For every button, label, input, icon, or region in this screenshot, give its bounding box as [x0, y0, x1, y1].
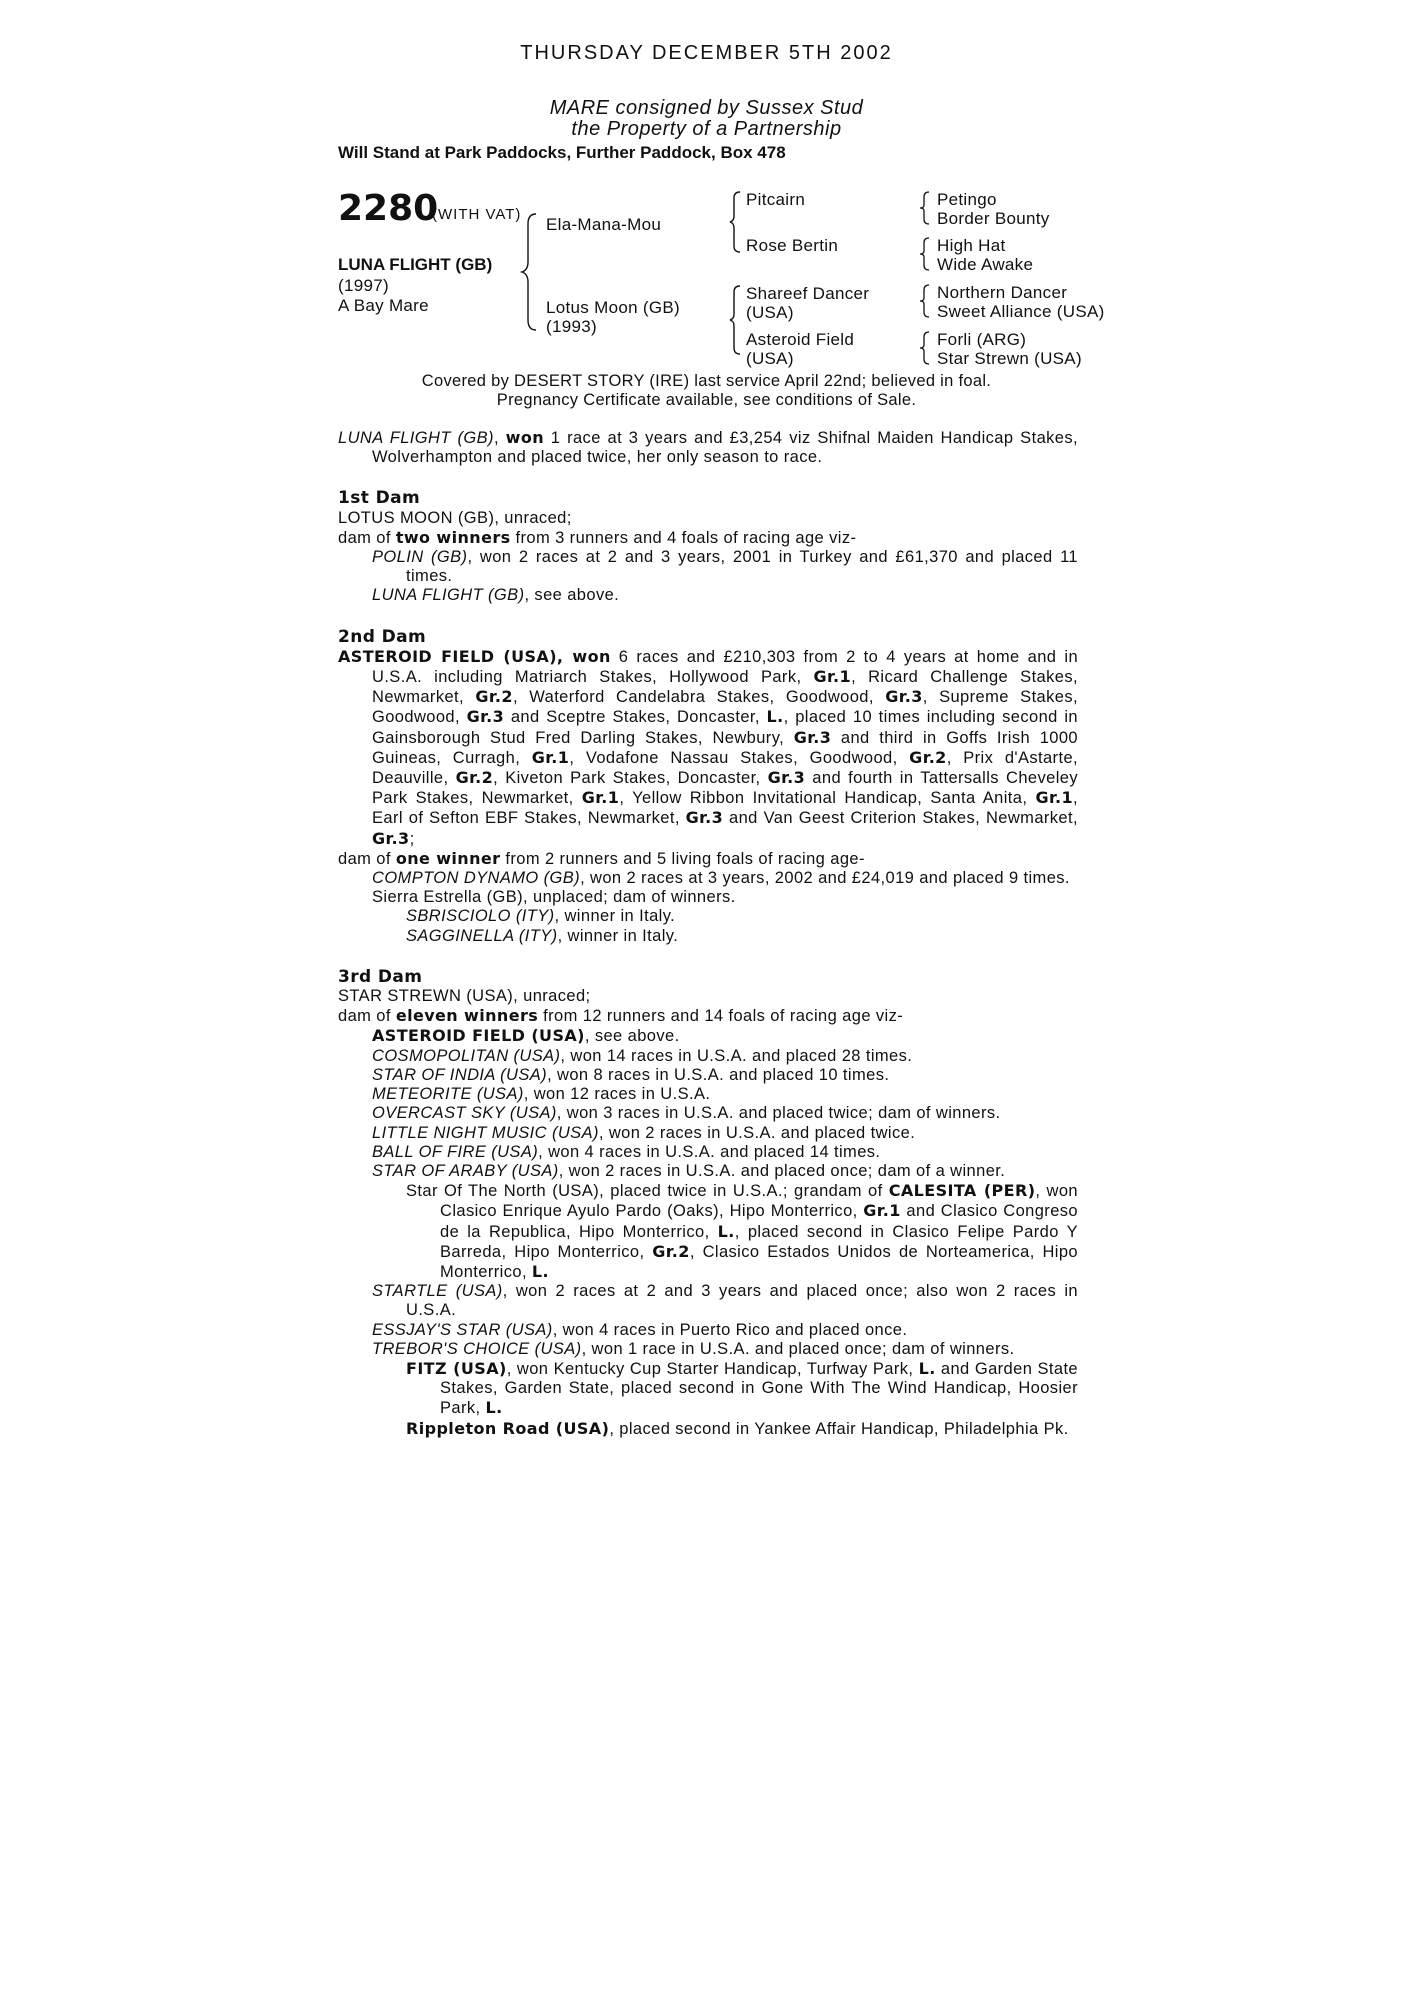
list-item: ESSJAY'S STAR (USA), won 4 races in Puerto Rico and placed once. — [372, 1320, 908, 1339]
main-brace-icon — [520, 212, 542, 332]
consignor-line: MARE consigned by Sussex Stud — [549, 97, 864, 119]
gg-7: Forli (ARG) — [937, 330, 1027, 349]
list-item: Star Of The North (USA), placed twice in U.S.A.; grandam of CALESITA (PER), won Clasico Enrique Ayulo Pardo (Oaks), Hipo Monterrico, Gr.1 and Clasico Congreso de la Republica, Hipo Monterrico, L., placed second in Clasico Felipe Pardo Y Barreda, Hipo Monterrico, Gr.2, Clasico Estados Unidos de Norteamerica, Hipo Monterrico, L. — [406, 1181, 1079, 1281]
horse-year: (1997) — [338, 276, 389, 295]
list-item: FITZ (USA), won Kentucky Cup Starter Handicap, Turfway Park, L. and Garden State Stakes, Garden State, placed second in Gone With The Wind Handicap, Hoosier Park, L. — [406, 1358, 1078, 1418]
dam-dam-line1: Asteroid Field — [746, 330, 855, 349]
first-dam-heading: 1st Dam — [338, 488, 421, 509]
list-item: METEORITE (USA), won 12 races in U.S.A. — [372, 1085, 711, 1104]
sire-dam: Rose Bertin — [746, 236, 839, 255]
gg-8: Star Strewn (USA) — [937, 349, 1082, 368]
vat-note: (WITH VAT) — [432, 206, 522, 223]
pregnancy-note: Pregnancy Certificate available, see conditions of Sale. — [496, 391, 917, 409]
second-dam-record: ASTEROID FIELD (USA), won 6 races and £210,303 from 2 to 4 years at home and in U.S.A. including Matriarch Stakes, Hollywood Park, Gr.1, Ricard Challenge Stakes, Newmarket, Gr.2, Waterford Candelabra Stakes, Goodwood, Gr.3, Supreme Stakes, Goodwood, Gr.3 and Sceptre Stakes, Doncaster, L., placed 10 times including second in Gainsborough Stud Fred Darling Stakes, Newbury, Gr.3 and third in Goffs Irish 1000 Guineas, Curragh, Gr.1, Vodafone Nassau Stakes, Goodwood, Gr.2, Prix d'Astarte, Deauville, Gr.2, Kiveton Park Stakes, Doncaster, Gr.3 and fourth in Tattersalls Cheveley Park Stakes, Newmarket, Gr.1, Yellow Ribbon Invitational Handicap, Santa Anita, Gr.1, Earl of Sefton EBF Stakes, Newmarket, Gr.3 and Van Geest Criterion Stakes, Newmarket, Gr.3; — [338, 646, 1079, 848]
list-item: Rippleton Road (USA), placed second in Yankee Affair Handicap, Philadelphia Pk. — [406, 1418, 1069, 1438]
stand-location: Will Stand at Park Paddocks, Further Paddock, Box 478 — [338, 143, 786, 162]
gg-3: High Hat — [937, 236, 1006, 255]
list-item: COMPTON DYNAMO (GB), won 2 races at 3 years, 2002 and £24,019 and placed 9 times. — [372, 869, 1070, 888]
g-brace-4-icon — [918, 330, 932, 366]
third-dam-produce-summary: dam of eleven winners from 12 runners and 14 foals of racing age viz- — [338, 1006, 904, 1026]
dam-sire-line1: Shareef Dancer — [746, 284, 870, 303]
horse-name: LUNA FLIGHT (GB) — [338, 255, 493, 274]
sire-brace-icon — [728, 190, 744, 254]
intro-paragraph: LUNA FLIGHT (GB), won 1 race at 3 years and £3,254 viz Shifnal Maiden Handicap Stakes, Wolverhampton and placed twice, her only season to race. — [338, 428, 1079, 467]
race-record — [338, 428, 1078, 1439]
third-dam-name: STAR STREWN (USA), unraced; — [338, 987, 591, 1006]
gg-6: Sweet Alliance (USA) — [937, 302, 1105, 321]
list-item: STAR OF INDIA (USA), won 8 races in U.S.A. and placed 10 times. — [372, 1065, 890, 1084]
first-dam-name: LOTUS MOON (GB), unraced; — [338, 508, 572, 527]
list-item: OVERCAST SKY (USA), won 3 races in U.S.A. and placed twice; dam of winners. — [372, 1104, 1001, 1123]
list-item: TREBOR'S CHOICE (USA), won 1 race in U.S.A. and placed once; dam of winners. — [372, 1339, 1015, 1358]
list-item: STAR OF ARABY (USA), won 2 races in U.S.A. and placed once; dam of a winner. — [372, 1161, 1006, 1180]
sire: Ela-Mana-Mou — [546, 215, 662, 234]
list-item: LUNA FLIGHT (GB), see above. — [372, 586, 620, 605]
intro-horse-name: LUNA FLIGHT (GB) — [338, 429, 494, 447]
property-line: the Property of a Partnership — [571, 118, 842, 140]
list-item: COSMOPOLITAN (USA), won 14 races in U.S.A. and placed 28 times. — [372, 1046, 913, 1065]
second-dam-heading: 2nd Dam — [338, 626, 427, 647]
dam-brace-icon — [728, 284, 744, 356]
dam-dam-line2: (USA) — [746, 349, 794, 368]
list-item: STARTLE (USA), won 2 races at 2 and 3 years and placed once; also won 2 races in U.S.A. — [372, 1282, 1078, 1320]
list-item: SAGGINELLA (ITY), winner in Italy. — [406, 926, 679, 945]
list-item: LITTLE NIGHT MUSIC (USA), won 2 races in U.S.A. and placed twice. — [372, 1123, 916, 1142]
list-item: ASTEROID FIELD (USA), see above. — [372, 1026, 680, 1046]
cover-note: Covered by DESERT STORY (IRE) last service April 22nd; believed in foal. — [421, 372, 992, 390]
list-item: POLIN (GB), won 2 races at 2 and 3 years, 2001 in Turkey and £61,370 and placed 11 times. — [372, 548, 1078, 586]
sale-date: THURSDAY DECEMBER 5TH 2002 — [520, 42, 893, 64]
third-dam-heading: 3rd Dam — [338, 966, 423, 987]
gg-5: Northern Dancer — [937, 283, 1068, 302]
sire-sire: Pitcairn — [746, 190, 806, 209]
g-brace-2-icon — [918, 236, 932, 272]
list-item: BALL OF FIRE (USA), won 4 races in U.S.A. and placed 14 times. — [372, 1142, 881, 1161]
gg-1: Petingo — [937, 190, 997, 209]
gg-2: Border Bounty — [937, 209, 1050, 228]
lot-number: 2280 — [338, 188, 439, 229]
dam-year: (1993) — [546, 317, 597, 336]
g-brace-3-icon — [918, 283, 932, 319]
dam: Lotus Moon (GB) — [546, 298, 680, 317]
second-dam-produce-summary: dam of one winner from 2 runners and 5 living foals of racing age- — [338, 848, 865, 868]
horse-description: A Bay Mare — [338, 296, 429, 315]
dam-sire-line2: (USA) — [746, 303, 794, 322]
g-brace-1-icon — [918, 190, 932, 226]
gg-4: Wide Awake — [937, 255, 1034, 274]
list-item: Sierra Estrella (GB), unplaced; dam of winners. — [372, 888, 736, 907]
list-item: SBRISCIOLO (ITY), winner in Italy. — [406, 907, 676, 926]
first-dam-produce-summary: dam of two winners from 3 runners and 4 foals of racing age viz- — [338, 527, 857, 547]
